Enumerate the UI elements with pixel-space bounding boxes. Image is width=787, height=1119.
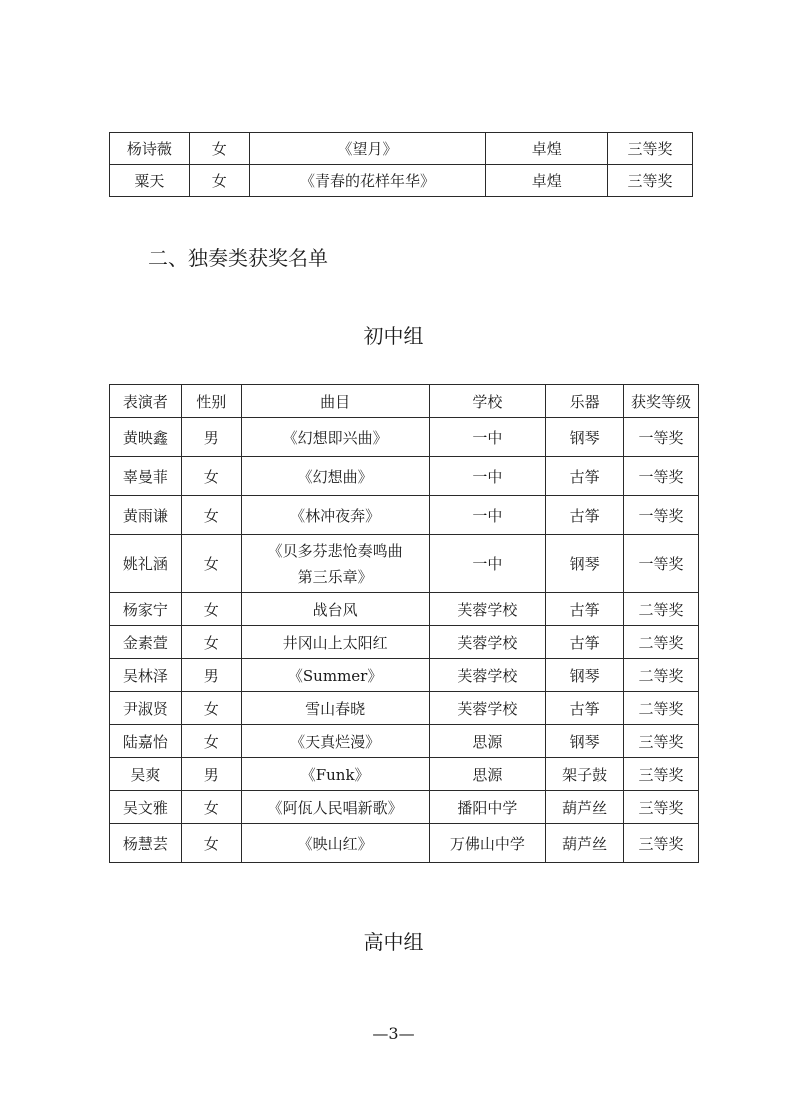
solo-results-table xyxy=(109,384,699,863)
table-row xyxy=(110,692,699,725)
instrument-cell: 架子鼓 xyxy=(546,758,624,791)
instrument-cell: 古筝 xyxy=(546,626,624,659)
school-cell: 万佛山中学 xyxy=(429,824,546,863)
award-cell: 一等奖 xyxy=(624,457,699,496)
column-header: 曲目 xyxy=(241,385,429,418)
school-cell: 播阳中学 xyxy=(429,791,546,824)
performer-cell: 姚礼涵 xyxy=(110,535,182,593)
instrument-cell: 葫芦丝 xyxy=(546,791,624,824)
award-cell: 三等奖 xyxy=(624,791,699,824)
instrument-cell: 钢琴 xyxy=(546,659,624,692)
page-number: —3— xyxy=(372,1024,415,1043)
school-cell: 卓煌 xyxy=(486,133,608,165)
gender-cell: 女 xyxy=(181,725,241,758)
instrument-cell: 古筝 xyxy=(546,457,624,496)
piece-cell: 《Summer》 xyxy=(241,659,429,692)
gender-cell: 女 xyxy=(181,824,241,863)
performer-cell: 吴林泽 xyxy=(110,659,182,692)
gender-cell: 女 xyxy=(181,457,241,496)
instrument-cell: 钢琴 xyxy=(546,535,624,593)
gender-cell: 女 xyxy=(189,165,249,197)
instrument-cell: 古筝 xyxy=(546,496,624,535)
piece-cell: 《幻想曲》 xyxy=(241,457,429,496)
table-row xyxy=(110,133,693,165)
performer-cell: 吴爽 xyxy=(110,758,182,791)
column-header: 表演者 xyxy=(110,385,182,418)
school-cell: 思源 xyxy=(429,725,546,758)
table-row xyxy=(110,496,699,535)
award-cell: 二等奖 xyxy=(624,593,699,626)
table-row xyxy=(110,593,699,626)
performer-cell: 杨家宁 xyxy=(110,593,182,626)
award-cell: 二等奖 xyxy=(624,626,699,659)
piece-cell: 战台风 xyxy=(241,593,429,626)
instrument-cell: 古筝 xyxy=(546,692,624,725)
column-header: 性别 xyxy=(181,385,241,418)
instrument-cell: 钢琴 xyxy=(546,418,624,457)
school-cell: 思源 xyxy=(429,758,546,791)
school-cell: 芙蓉学校 xyxy=(429,626,546,659)
table-row xyxy=(110,535,699,593)
performer-cell: 吴文雅 xyxy=(110,791,182,824)
award-cell: 一等奖 xyxy=(624,418,699,457)
column-header: 学校 xyxy=(429,385,546,418)
piece-cell: 雪山春晓 xyxy=(241,692,429,725)
performer-cell: 杨慧芸 xyxy=(110,824,182,863)
instrument-cell: 古筝 xyxy=(546,593,624,626)
school-cell: 一中 xyxy=(429,496,546,535)
gender-cell: 女 xyxy=(181,535,241,593)
table-row xyxy=(110,418,699,457)
performer-cell: 黄映鑫 xyxy=(110,418,182,457)
table-row xyxy=(110,791,699,824)
gender-cell: 女 xyxy=(181,626,241,659)
table-row xyxy=(110,758,699,791)
school-cell: 芙蓉学校 xyxy=(429,659,546,692)
award-cell: 二等奖 xyxy=(624,692,699,725)
piece-line: 《贝多芬悲怆奏鸣曲 xyxy=(267,541,403,560)
school-cell: 卓煌 xyxy=(486,165,608,197)
award-cell: 三等奖 xyxy=(608,165,693,197)
section-heading: 二、独奏类获奖名单 xyxy=(148,246,328,270)
performer-cell: 杨诗薇 xyxy=(110,133,190,165)
award-cell: 三等奖 xyxy=(624,725,699,758)
piece-cell: 井冈山上太阳红 xyxy=(241,626,429,659)
performer-cell: 陆嘉怡 xyxy=(110,725,182,758)
table-row xyxy=(110,626,699,659)
award-cell: 三等奖 xyxy=(624,758,699,791)
senior-group-title: 高中组 xyxy=(363,930,424,954)
gender-cell: 女 xyxy=(181,593,241,626)
performer-cell: 金素萱 xyxy=(110,626,182,659)
instrument-cell: 葫芦丝 xyxy=(546,824,624,863)
award-cell: 三等奖 xyxy=(624,824,699,863)
piece-cell xyxy=(241,535,429,593)
piece-cell: 《映山红》 xyxy=(241,824,429,863)
school-cell: 芙蓉学校 xyxy=(429,692,546,725)
school-cell: 一中 xyxy=(429,418,546,457)
award-cell: 一等奖 xyxy=(624,535,699,593)
gender-cell: 女 xyxy=(181,496,241,535)
gender-cell: 女 xyxy=(181,791,241,824)
gender-cell: 男 xyxy=(181,418,241,457)
award-cell: 三等奖 xyxy=(608,133,693,165)
gender-cell: 女 xyxy=(189,133,249,165)
gender-cell: 男 xyxy=(181,659,241,692)
award-cell: 二等奖 xyxy=(624,659,699,692)
junior-group-title: 初中组 xyxy=(363,324,424,348)
table-row xyxy=(110,725,699,758)
award-cell: 一等奖 xyxy=(624,496,699,535)
table-row xyxy=(110,659,699,692)
piece-cell: 《林冲夜奔》 xyxy=(241,496,429,535)
school-cell: 一中 xyxy=(429,457,546,496)
piece-cell: 《Funk》 xyxy=(241,758,429,791)
table-row xyxy=(110,824,699,863)
table-row xyxy=(110,457,699,496)
table-row xyxy=(110,165,693,197)
piece-cell: 《望月》 xyxy=(249,133,486,165)
piece-cell: 《幻想即兴曲》 xyxy=(241,418,429,457)
table-header-row xyxy=(110,385,699,418)
column-header: 获奖等级 xyxy=(624,385,699,418)
gender-cell: 男 xyxy=(181,758,241,791)
instrument-cell: 钢琴 xyxy=(546,725,624,758)
column-header: 乐器 xyxy=(546,385,624,418)
previous-results-table xyxy=(109,132,693,197)
performer-cell: 辜曼菲 xyxy=(110,457,182,496)
performer-cell: 粟天 xyxy=(110,165,190,197)
piece-cell: 《天真烂漫》 xyxy=(241,725,429,758)
gender-cell: 女 xyxy=(181,692,241,725)
performer-cell: 黄雨谦 xyxy=(110,496,182,535)
piece-line: 第三乐章》 xyxy=(297,567,373,586)
performer-cell: 尹淑贤 xyxy=(110,692,182,725)
piece-cell: 《阿佤人民唱新歌》 xyxy=(241,791,429,824)
school-cell: 一中 xyxy=(429,535,546,593)
school-cell: 芙蓉学校 xyxy=(429,593,546,626)
piece-cell: 《青春的花样年华》 xyxy=(249,165,486,197)
